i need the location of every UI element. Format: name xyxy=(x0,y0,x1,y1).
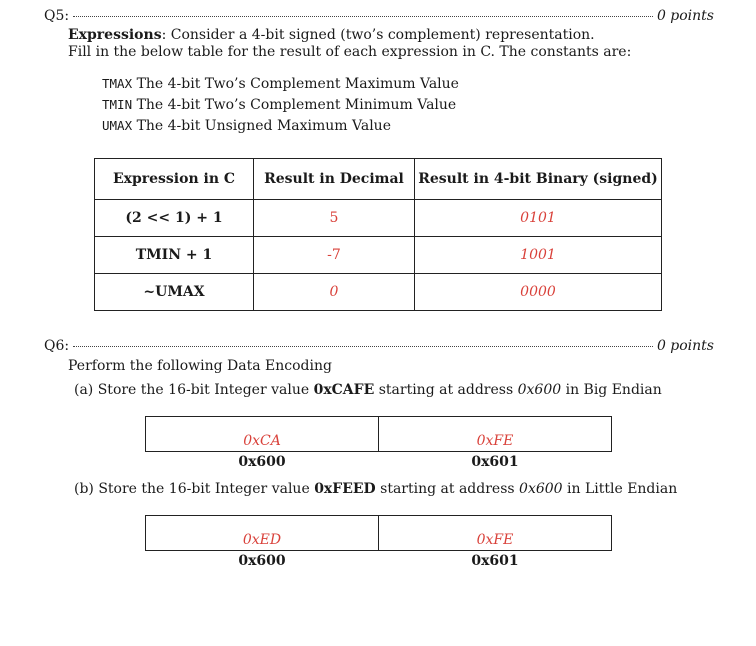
expr-cell: (2 << 1) + 1 xyxy=(95,200,254,237)
q5-leader-dots xyxy=(73,16,653,17)
address-label: 0x601 xyxy=(471,553,519,569)
q5-header xyxy=(44,8,714,28)
decimal-answer[interactable]: 0 xyxy=(254,274,415,311)
constant-umax xyxy=(102,118,391,134)
part-b-prefix: (b) Store the 16-bit Integer value xyxy=(74,481,315,497)
header-expression: Expression in C xyxy=(95,159,254,200)
constant-name: TMAX xyxy=(102,76,133,91)
constant-desc: The 4-bit Two’s Complement Maximum Value xyxy=(136,76,459,92)
expr-cell: ~UMAX xyxy=(95,274,254,311)
q5-points: 0 points xyxy=(656,8,714,24)
header-binary: Result in 4-bit Binary (signed) xyxy=(415,159,662,200)
address-label: 0x600 xyxy=(238,553,286,569)
part-a-addr: 0x600 xyxy=(517,382,562,398)
q6-points: 0 points xyxy=(656,338,714,354)
q5-line1-rest: : Consider a 4-bit signed (two’s complement) representation. xyxy=(161,27,595,43)
expr-cell: TMIN + 1 xyxy=(95,237,254,274)
constant-tmax xyxy=(102,76,459,92)
memory-cell[interactable]: 0xFE xyxy=(476,433,514,449)
table-row xyxy=(95,237,662,274)
memory-cell[interactable]: 0xED xyxy=(242,532,282,548)
table-row xyxy=(95,274,662,311)
table-row xyxy=(95,200,662,237)
q6-label: Q6: xyxy=(44,338,70,354)
q5-line1 xyxy=(68,27,595,43)
part-b-value: 0xFEED xyxy=(314,481,376,497)
table-header-row xyxy=(95,159,662,200)
memory-cell[interactable]: 0xCA xyxy=(243,433,281,449)
binary-answer[interactable]: 0000 xyxy=(415,274,662,311)
address-label: 0x600 xyxy=(238,454,286,470)
binary-answer[interactable]: 1001 xyxy=(415,237,662,274)
part-b-suffix: in Little Endian xyxy=(562,481,678,497)
part-b-addr: 0x600 xyxy=(519,481,563,497)
q6-part-b xyxy=(74,481,677,497)
binary-answer[interactable]: 0101 xyxy=(415,200,662,237)
memory-row-little-endian xyxy=(145,515,612,551)
memory-row-big-endian xyxy=(145,416,612,452)
part-a-prefix: (a) Store the 16-bit Integer value xyxy=(74,382,314,398)
part-a-value: 0xCAFE xyxy=(313,382,375,398)
constant-desc: The 4-bit Unsigned Maximum Value xyxy=(136,118,391,134)
header-decimal: Result in Decimal xyxy=(254,159,415,200)
expression-table xyxy=(94,158,662,311)
part-a-mid: starting at address xyxy=(374,382,518,398)
constant-tmin xyxy=(102,97,456,113)
decimal-answer[interactable]: 5 xyxy=(254,200,415,237)
constant-desc: The 4-bit Two’s Complement Minimum Value xyxy=(136,97,457,113)
part-b-mid: starting at address xyxy=(375,481,520,497)
q5-line2: Fill in the below table for the result of each expression in C. The constants are: xyxy=(68,44,632,60)
q6-leader-dots xyxy=(73,346,653,347)
q6-intro: Perform the following Data Encoding xyxy=(68,358,332,374)
address-label: 0x601 xyxy=(471,454,519,470)
part-a-suffix: in Big Endian xyxy=(561,382,662,398)
decimal-answer[interactable]: -7 xyxy=(254,237,415,274)
constant-name: TMIN xyxy=(102,97,133,112)
q5-expressions-heading: Expressions xyxy=(68,27,162,43)
q6-header xyxy=(44,338,714,358)
constant-name: UMAX xyxy=(102,118,133,133)
memory-cell[interactable]: 0xFE xyxy=(476,532,514,548)
q6-part-a xyxy=(74,382,662,398)
q5-label: Q5: xyxy=(44,8,70,24)
